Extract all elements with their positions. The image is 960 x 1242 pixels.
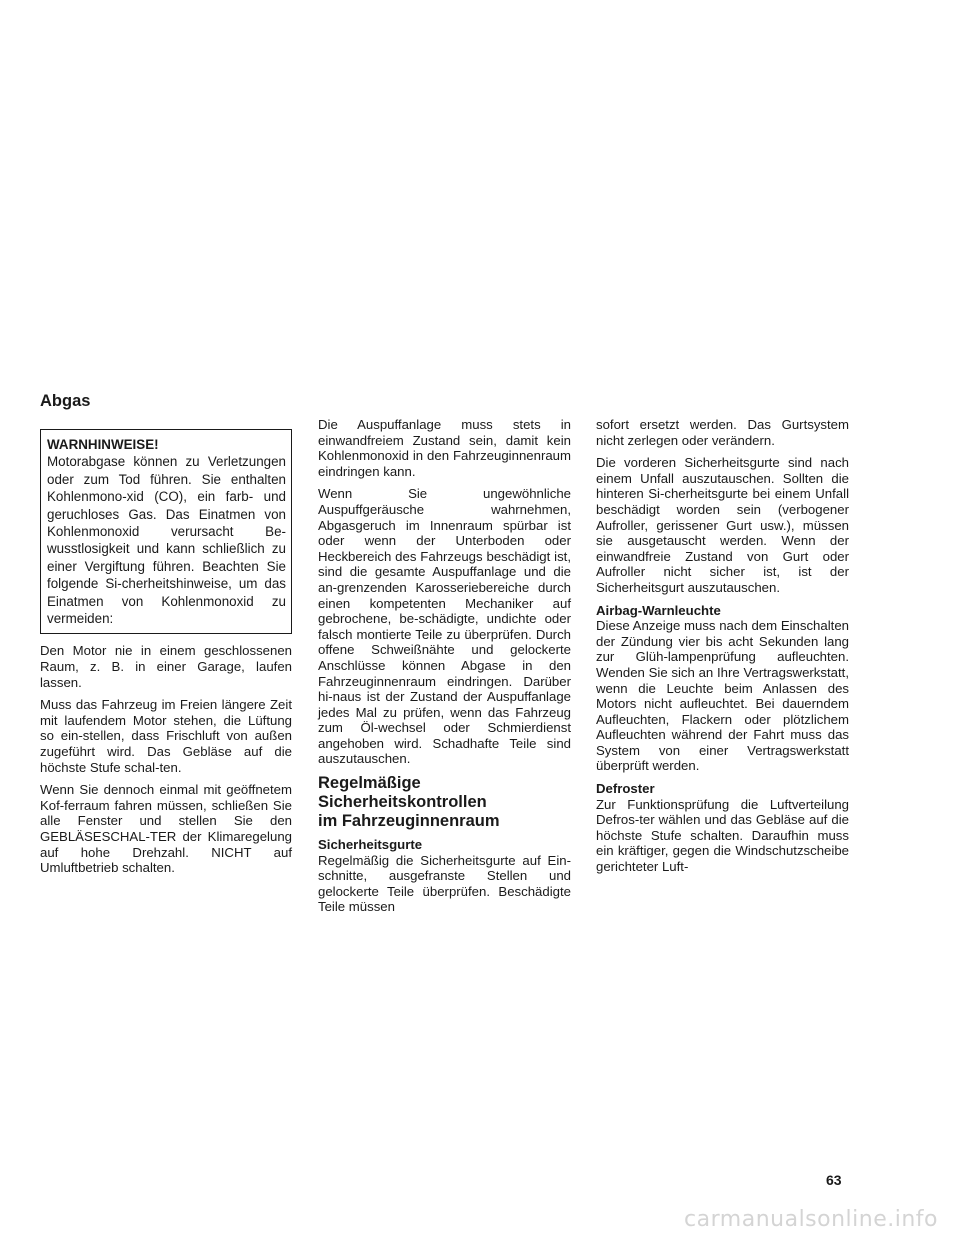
paragraph: Die vorderen Sicherheitsgurte sind nach einem Unfall auszutauschen. Sollten die hinteren Si-cherheitsgurte bei einem Unfall beschädigt worden sein (verbogener Aufroller, gerissener Gurt usw.), müssen sie ausgetauscht werden. Wenn der einwandfreie Zustand von Gurt oder Aufroller nicht sicher ist, ist der Sicherheitsgurt auszutauschen.	[596, 455, 849, 595]
airbag-text: Diese Anzeige muss nach dem Einschalten der Zündung vier bis acht Sekunden lang zur Glüh-lampenprüfung aufleuchten. Wenden Sie sich an Ihre Vertragswerkstatt, wenn die Leuchte beim Anlassen des Motors nicht aufleuchtet. Bei dauerndem Aufleuchten, Flackern oder plötzlichem Aufleuchten während der Fahrt muss das System von einer Vertragswerkstatt überprüft werden.	[596, 618, 849, 774]
warning-box	[40, 429, 292, 634]
defroster-text: Zur Funktionsprüfung die Luftverteilung Defros-ter wählen und das Gebläse auf die höchste Stufe schalten. Daraufhin muss ein kräftiger, gegen die Windschutzscheibe gerichteter Luft-	[596, 796, 849, 875]
watermark: carmanualsonline.info	[684, 1207, 938, 1232]
column-middle	[318, 417, 571, 922]
airbag-heading: Airbag-Warnleuchte	[596, 602, 721, 618]
subsection-title-line2: im Fahrzeuginnenraum	[318, 812, 500, 831]
airbag-block	[596, 603, 849, 775]
warning-text: Motorabgase können zu Verletzungen oder zum Tod führen. Sie enthalten Kohlenmono-xid (CO), ein farb- und geruchloses Gas. Das Einatmen von Kohlenmonoxid verursacht Be-wusstlosigkeit und kann schließlich zu einer Vergiftung führen. Beachten Sie folgende Si-cherheitshinweise, um das Einatmen von Kohlenmonoxid zu vermeiden:	[47, 454, 286, 627]
page-number: 63	[826, 1172, 842, 1188]
paragraph: Wenn Sie ungewöhnliche Auspuffgeräusche wahrnehmen, Abgasgeruch im Innenraum spürbar ist oder wenn der Unterboden oder Heckbereich des Fahrzeugs beschädigt ist, sind die gesamte Auspuffanlage und die an-grenzenden Karosseriebereiche durch einen kompetenten Mechaniker auf gebrochene, be-schädigte, undichte oder falsch montierte Teile zu überprüfen. Durch offene Schweißnähte und gelockerte Anschlüsse können Abgase in den Fahrzeuginnenraum eindringen. Darüber hi-naus ist der Zustand der Auspuffanlage jedes Mal zu prüfen, wenn das Fahrzeug zum Öl-wechsel oder Schmierdienst angehoben wird. Schadhafte Teile sind auszutauschen.	[318, 486, 571, 767]
section-title: Abgas	[40, 392, 91, 410]
subsection-title	[318, 774, 571, 831]
seatbelts-block	[318, 837, 571, 915]
defroster-block	[596, 781, 849, 875]
column-right	[596, 417, 849, 882]
paragraph: sofort ersetzt werden. Das Gurtsystem nicht zerlegen oder verändern.	[596, 417, 849, 448]
paragraph: Die Auspuffanlage muss stets in einwandfreiem Zustand sein, damit kein Kohlenmonoxid in den Fahrzeuginnenraum eindringen kann.	[318, 417, 571, 479]
seatbelts-text: Regelmäßig die Sicherheitsgurte auf Ein-schnitte, ausgefranste Stellen und gelockerte Teile überprüfen. Beschädigte Teile müssen	[318, 852, 571, 915]
paragraph: Muss das Fahrzeug im Freien längere Zeit mit laufendem Motor stehen, die Lüftung so ein-stellen, dass Frischluft von außen zugeführt wird. Das Gebläse auf die höchste Stufe schal-ten.	[40, 697, 292, 775]
subsection-title-line1: Regelmäßige Sicherheitskontrollen	[318, 774, 487, 812]
defroster-heading: Defroster	[596, 781, 655, 797]
paragraph: Den Motor nie in einem geschlossenen Raum, z. B. in einer Garage, laufen lassen.	[40, 643, 292, 690]
seatbelts-heading: Sicherheitsgurte	[318, 837, 423, 853]
column-left	[40, 392, 292, 883]
warning-title: WARNHINWEISE!	[47, 437, 159, 452]
paragraph: Wenn Sie dennoch einmal mit geöffnetem Kof-ferraum fahren müssen, schließen Sie alle Fenster und stellen Sie den GEBLÄSESCHAL-TER der Klimaregelung auf hohe Drehzahl. NICHT auf Umluftbetrieb schalten.	[40, 782, 292, 876]
